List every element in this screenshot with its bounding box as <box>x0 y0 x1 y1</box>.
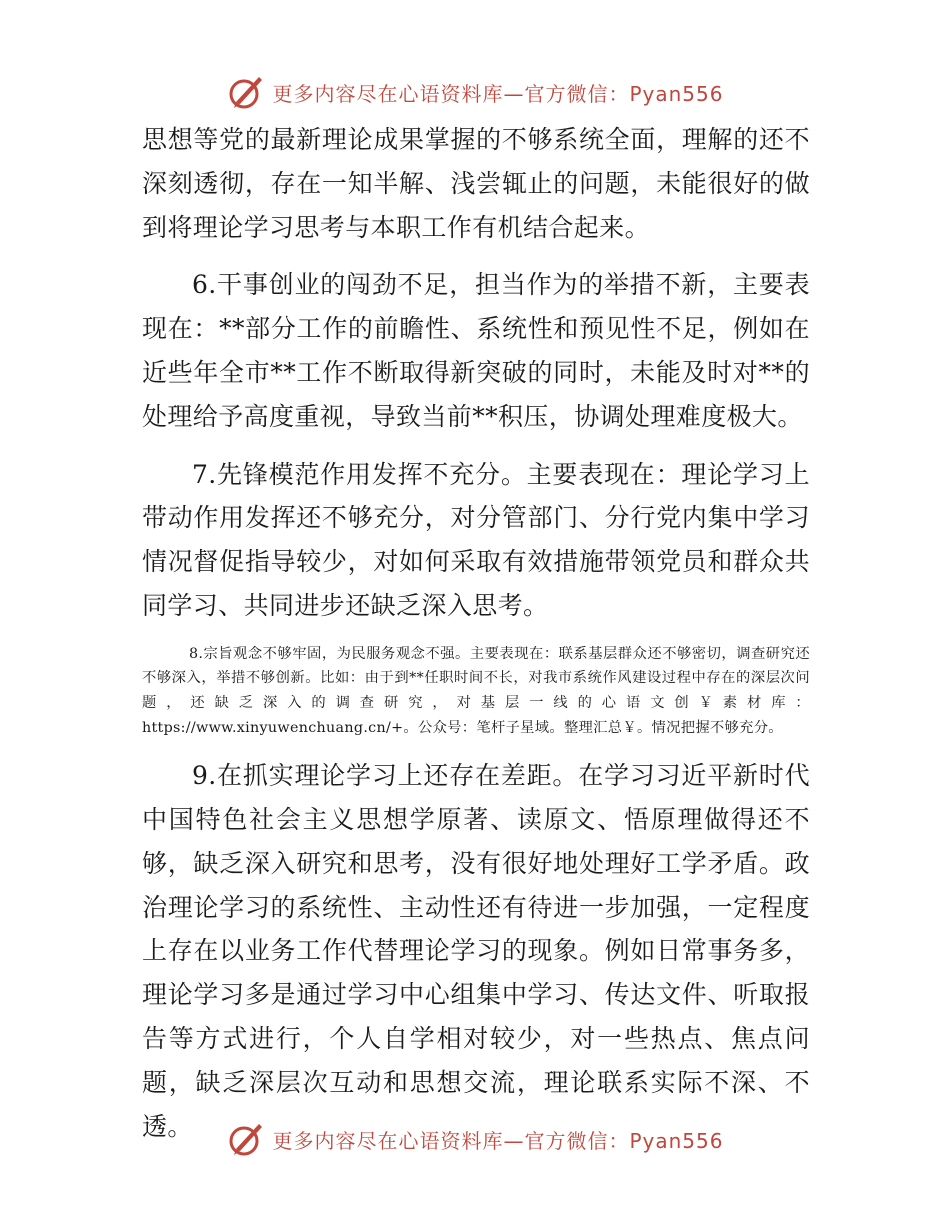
paragraph-7: 7.先锋模范作用发挥不充分。主要表现在：理论学习上带动作用发挥还不够充分，对分管部门、分行党内集中学习情况督促指导较少，对如何采取有效措施带领党员和群众共同学习、共同进步还缺乏深入思考。 <box>142 459 810 620</box>
paragraph-9: 9.在抓实理论学习上还存在差距。在学习习近平新时代中国特色社会主义思想学原著、读原文、悟原理做得还不够，缺乏深入研究和思考，没有很好地处理好工学矛盾。政治理论学习的系统性、主动性还有待进一步加强，一定程度上存在以业务工作代替理论学习的现象。例如日常事务多，理论学习多是通过学习中心组集中学习、传达文件、听取报告等方式进行，个人自学相对较少，对一些热点、焦点问题，缺乏深层次互动和思想交流，理论联系实际不深、不透。 <box>142 761 810 1141</box>
document-body <box>142 118 810 1148</box>
header-banner <box>0 70 950 114</box>
footer-banner <box>0 1117 950 1161</box>
quill-logo-icon <box>226 72 266 112</box>
quill-logo-icon <box>226 1119 266 1159</box>
paragraph-8: 8.宗旨观念不够牢固，为民服务观念不强。主要表现在：联系基层群众还不够密切，调查研究还不够深入，举措不够创新。比如：由于到**任职时间不长，对我市系统作风建设过程中存在的深层次问题，还缺乏深入的调查研究，对基层一线的心语文创￥素材库：https://www.xinyuwenchuang.cn/+。公众号：笔杆子星域。整理汇总￥。情况把握不够充分。 <box>142 645 810 736</box>
header-banner-text: 更多内容尽在心语资料库—官方微信：Pyan556 <box>272 81 724 106</box>
footer-banner-text: 更多内容尽在心语资料库—官方微信：Pyan556 <box>272 1128 724 1153</box>
paragraph-continuation: 思想等党的最新理论成果掌握的不够系统全面，理解的还不深刻透彻，存在一知半解、浅尝辄止的问题，未能很好的做到将理论学习思考与本职工作有机结合起来。 <box>142 125 810 242</box>
paragraph-6: 6.干事创业的闯劲不足，担当作为的举措不新，主要表现在：**部分工作的前瞻性、系统性和预见性不足，例如在近些年全市**工作不断取得新突破的同时，未能及时对**的处理给予高度重视，导致当前**积压，协调处理难度极大。 <box>142 270 810 431</box>
